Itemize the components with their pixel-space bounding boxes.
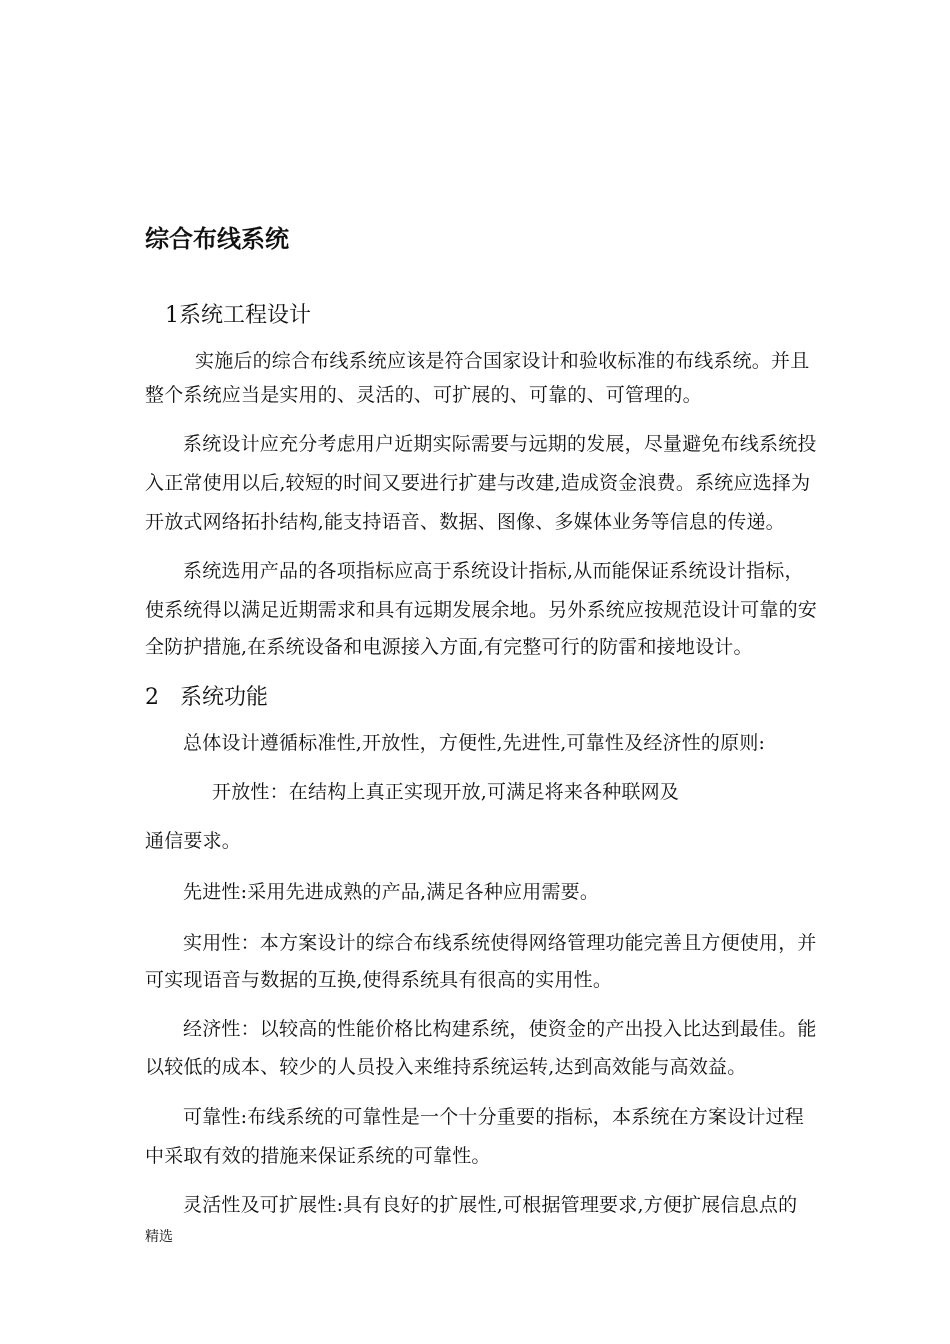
- principles-intro: 总体设计遵循标准性,开放性，方便性,先进性,可靠性及经济性的原则:: [183, 732, 766, 754]
- section-2-heading: 系统功能: [180, 685, 269, 710]
- page-footer: 精选: [145, 1229, 173, 1245]
- paragraph-2-line-1: 系统设计应充分考虑用户近期实际需要与远期的发展，尽量避免布线系统投: [183, 433, 817, 455]
- practical-line-1: 实用性：本方案设计的综合布线系统使得网络管理功能完善且方便使用，并: [183, 932, 817, 954]
- reliability-line-2: 中采取有效的措施来保证系统的可靠性。: [145, 1145, 491, 1167]
- paragraph-3-line-2: 使系统得以满足近期需求和具有远期发展余地。另外系统应按规范设计可靠的安: [145, 599, 818, 621]
- practical-line-2: 可实现语音与数据的互换,使得系统具有很高的实用性。: [145, 969, 613, 991]
- openness-line-1: 开放性：在结构上真正实现开放,可满足将来各种联网及: [212, 781, 680, 803]
- advanced-paragraph: 先进性:采用先进成熟的产品,满足各种应用需要。: [183, 881, 600, 903]
- flexibility-line-1: 灵活性及可扩展性:具有良好的扩展性,可根据管理要求,方便扩展信息点的: [183, 1194, 798, 1216]
- openness-line-2: 通信要求。: [145, 830, 242, 852]
- paragraph-3-line-3: 全防护措施,在系统设备和电源接入方面,有完整可行的防雷和接地设计。: [145, 636, 753, 658]
- reliability-line-1: 可靠性:布线系统的可靠性是一个十分重要的指标，本系统在方案设计过程: [183, 1106, 805, 1128]
- paragraph-1-line-2: 整个系统应当是实用的、灵活的、可扩展的、可靠的、可管理的。: [145, 384, 702, 406]
- section-1-heading: 1系统工程设计: [165, 303, 311, 328]
- paragraph-1-line-1: 实施后的综合布线系统应该是符合国家设计和验收标准的布线系统。并且: [195, 350, 810, 372]
- paragraph-2-line-3: 开放式网络拓扑结构,能支持语音、数据、图像、多媒体业务等信息的传递。: [145, 511, 785, 533]
- paragraph-2-line-2: 入正常使用以后,较短的时间又要进行扩建与改建,造成资金浪费。系统应选择为: [145, 472, 811, 494]
- section-2-number: 2: [145, 685, 159, 710]
- economy-line-2: 以较低的成本、较少的人员投入来维持系统运转,达到高效能与高效益。: [145, 1056, 747, 1078]
- paragraph-3-line-1: 系统选用产品的各项指标应高于系统设计指标,从而能保证系统设计指标，: [183, 560, 804, 582]
- economy-line-1: 经济性：以较高的性能价格比构建系统，使资金的产出投入比达到最佳。能: [183, 1018, 817, 1040]
- document-title: 综合布线系统: [145, 225, 289, 253]
